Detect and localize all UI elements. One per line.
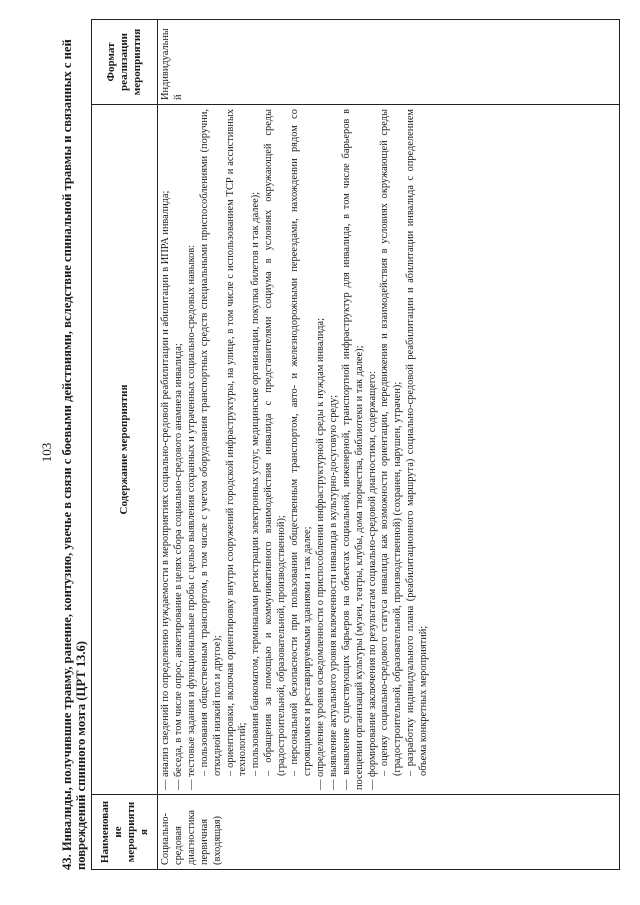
table-row (158, 20, 620, 870)
list-item (341, 109, 367, 790)
header-format: Формат реализации мероприятия (92, 20, 158, 105)
sub-list-item: – обращения за помощью и коммуникативного взаимодействия инвалида с представителями социума в условиях окружающей среды (градостроительной, образовательной, производственной); (263, 109, 289, 776)
list-item (367, 109, 432, 790)
sub-list (199, 109, 315, 790)
table-header-row (92, 20, 158, 870)
sub-list-item: – разработку индивидуального плана (реабилитационного маршрута) социально-средовой реабилитации и абилитации инвалида с определением объема конкретных мероприятий; (405, 109, 431, 776)
sub-list (379, 109, 431, 790)
list-item (328, 109, 341, 790)
section-title: 43. Инвалиды, получившие травму, ранение, контузию, увечье в связи с боевыми действиями, вследствие спинальной травмы и связанных с ней повреждений спинного мозга (ЦРТ 13.6) (60, 39, 88, 870)
list-item (173, 109, 186, 790)
sub-list-item: – пользования банкоматом, терминалами регистрации электронных услуг, медицинские организации, покупка билетов и так далее); (250, 109, 263, 776)
list-item (315, 109, 328, 790)
list-item-text: определение уровня осведомленности о приспособлении инфраструктурной среды к нуждам инвалида; (314, 317, 326, 777)
list-item (160, 109, 173, 790)
measure-format-cell: Индивидуальный (158, 20, 620, 105)
measure-name-cell: Социально-средовая диагностика первичная (входящая) (158, 795, 620, 870)
list-item-text: выявление актуального уровня включенности инвалида в культурно-досуговую среду; (327, 394, 339, 777)
list-item-text: анализ сведений по определению нуждаемости в мероприятиях социально-средовой реабилитации и абилитации в ИПРА инвалида; (160, 190, 171, 777)
measure-items-list (160, 109, 431, 790)
sub-list-item: – пользования общественным транспортом, в том числе с учетом оборудования транспортных средств специальными приспособлениями (поручни, откидной низкий пол и другое); (199, 109, 225, 776)
header-content: Содержание мероприятия (92, 105, 158, 795)
header-name: Наименование мероприятия (92, 795, 158, 870)
sub-list-item: – ориентировки, включая ориентировку внутри сооружений городской инфраструктуры, на улице, в том числе с использованием ТСР и ассистивных технологий; (225, 109, 251, 776)
list-item-text: выявление существующих барьеров на объектах социальной, инженерной, транспортной инфраструктур для инвалида, в том числе барьеров в посещении организаций культуры (музеи, театры, клубы, дома творчества, библиотеки и так далее); (340, 109, 365, 790)
sub-list-item: – оценку социально-средового статуса инвалида как возможности ориентации, передвижения и взаимодействия в условиях окружающей среды (градостроительной, образовательной, производственной) (сохранен, нарушен, утрачен); (379, 109, 405, 776)
sub-list-item: – персональной безопасности при пользовании общественным транспортом, авто- и железнодорожными переездами, нахождении рядом со строящимися и реставрируемыми зданиями и так далее; (289, 109, 315, 776)
list-item-text: формирование заключения по результатам социально-средовой диагностики, содержащего: (366, 371, 378, 777)
document-page (40, 20, 620, 885)
page-number: 103 (39, 442, 54, 463)
list-item-text: беседа, в том числе опрос, анкетирование в целях сбора социально-средового анамнеза инвалида; (172, 343, 184, 777)
measure-content-cell (158, 105, 620, 795)
measures-table (91, 19, 620, 870)
list-item-text: тестовые задания и функциональные пробы с целью выявления сохранных и утраченных социально-средовых навыков: (185, 244, 197, 777)
list-item (186, 109, 315, 790)
